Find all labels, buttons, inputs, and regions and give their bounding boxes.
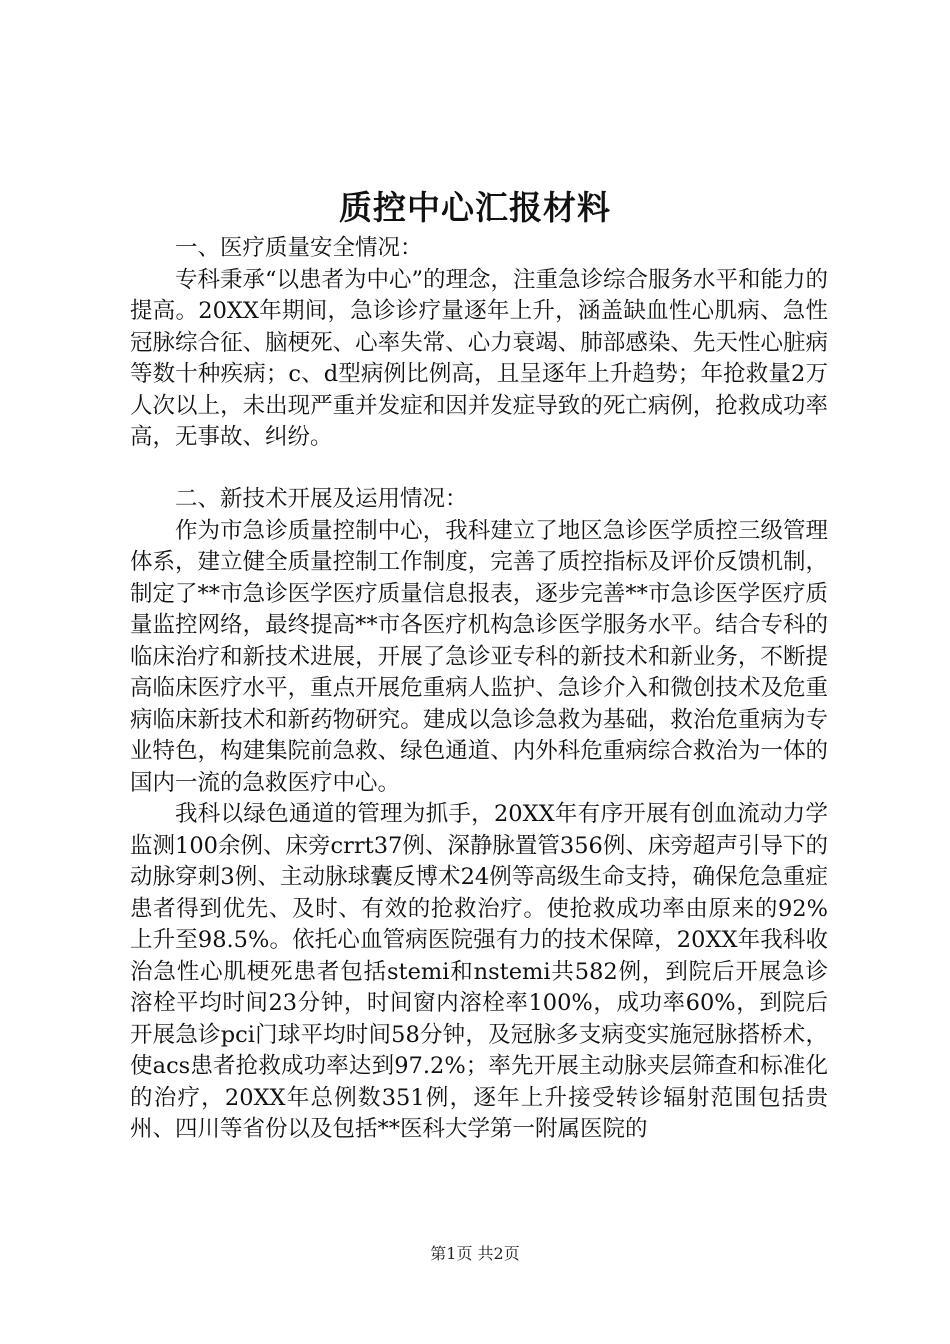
section-medical-quality [130,233,828,454]
body-paragraph: 作为市急诊质量控制中心，我科建立了地区急诊医学质控三级管理体系，建立健全质量控制工作制度，完善了质控指标及评价反馈机制，制定了**市急诊医学医疗质量信息报表，逐步完善**市急诊医学医疗质量监控网络，最终提高**市各医疗机构急诊医学服务水平。结合专科的临床治疗和新技术进展，开展了急诊亚专科的新技术和新业务，不断提高临床医疗水平，重点开展危重病人监护、急诊介入和微创技术及危重病临床新技术和新药物研究。建成以急诊急救为基础，救治危重病为专业特色，构建集院前急救、绿色通道、内外科危重病综合救治为一体的国内一流的急救医疗中心。 [130,517,828,796]
section-new-technology [130,484,828,1146]
document-title: 质控中心汇报材料 [339,188,611,227]
section-heading: 二、新技术开展及运用情况： [175,486,468,512]
section-heading: 一、医疗质量安全情况： [175,235,423,261]
body-paragraph: 我科以绿色通道的管理为抓手，20XX年有序开展有创血流动力学监测100余例、床旁crrt37例、深静脉置管356例、床旁超声引导下的动脉穿刺3例、主动脉球囊反博术24例等高级生命支持，确保危急重症患者得到优先、及时、有效的抢救治疗。使抢救成功率由原来的92%上升至98.5%。依托心血管病医院强有力的技术保障，20XX年我科收治急性心肌梗死患者包括stemi和nstemi共582例，到院后开展急诊溶栓平均时间23分钟，时间窗内溶栓率100%，成功率60%，到院后开展急诊pci门球平均时间58分钟，及冠脉多支病变实施冠脉搭桥术，使acs患者抢救成功率达到97.2%；率先开展主动脉夹层筛查和标准化的治疗，20XX年总例数351例，逐年上升接受转诊辐射范围包括贵州、四川等省份以及包括**医科大学第一附属医院的 [130,801,828,1142]
body-paragraph: 专科秉承“以患者为中心”的理念，注重急诊综合服务水平和能力的提高。20XX年期间，急诊诊疗量逐年上升，涵盖缺血性心肌病、急性冠脉综合征、脑梗死、心率失常、心力衰竭、肺部感染、先天性心脏病等数十种疾病；c、d型病例比例高，且呈逐年上升趋势；年抢救量2万人次以上，未出现严重并发症和因并发症导致的死亡病例，抢救成功率高，无事故、纠纷。 [130,266,829,450]
page-number-footer: 第1页 共2页 [430,1244,520,1263]
